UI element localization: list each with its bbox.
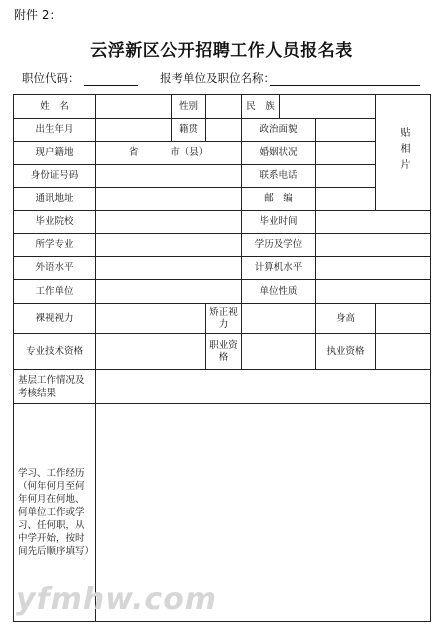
foreign-lang-field[interactable] <box>96 257 242 280</box>
phone-label: 联系电话 <box>242 165 316 188</box>
practice-qual-label: 执业资格 <box>316 334 376 370</box>
education-field[interactable] <box>316 234 431 257</box>
employer-label: 工作单位 <box>14 280 96 304</box>
grassroots-label: 基层工作情况及考核结果 <box>14 370 96 404</box>
school-field[interactable] <box>96 211 242 234</box>
birth-date-label: 出生年月 <box>14 119 96 142</box>
position-code-label: 职位代码： <box>22 71 80 85</box>
marital-status-field[interactable] <box>316 142 376 165</box>
prof-tech-field[interactable] <box>96 334 206 370</box>
employer-field[interactable] <box>96 280 242 304</box>
id-number-field[interactable] <box>96 165 242 188</box>
height-label: 身高 <box>316 304 376 334</box>
political-status-field[interactable] <box>316 119 376 142</box>
form-title: 云浮新区公开招聘工作人员报名表 <box>90 41 353 61</box>
registration-form-table <box>13 94 431 622</box>
major-field[interactable] <box>96 234 242 257</box>
postcode-field[interactable] <box>316 188 376 211</box>
unit-position-label: 报考单位及职位名称： <box>160 71 275 85</box>
household-field[interactable] <box>96 142 242 165</box>
postcode-label: 邮 编 <box>242 188 316 211</box>
province-label: 省 <box>128 147 139 158</box>
id-number-label: 身份证号码 <box>14 165 96 188</box>
native-place-field[interactable] <box>206 119 242 142</box>
major-label: 所学专业 <box>14 234 96 257</box>
corrected-vision-label: 矫正视力 <box>206 304 242 334</box>
grad-time-field[interactable] <box>316 211 431 234</box>
foreign-lang-label: 外语水平 <box>14 257 96 280</box>
marital-status-label: 婚姻状况 <box>242 142 316 165</box>
gender-field[interactable] <box>206 95 242 119</box>
prof-tech-label: 专业技术资格 <box>14 334 96 370</box>
computer-label: 计算机水平 <box>242 257 316 280</box>
name-label: 姓 名 <box>14 95 96 119</box>
birth-date-field[interactable] <box>96 119 172 142</box>
photo-label: 贴相片 <box>398 126 410 175</box>
attachment-label: 附件 2： <box>14 8 62 22</box>
ethnicity-field[interactable] <box>280 95 376 119</box>
grassroots-field[interactable] <box>96 370 431 404</box>
naked-vision-field[interactable] <box>96 304 206 334</box>
height-field[interactable] <box>376 304 431 334</box>
name-field[interactable] <box>96 95 172 119</box>
ethnicity-label: 民 族 <box>242 95 280 119</box>
political-status-label: 政治面貌 <box>242 119 316 142</box>
city-county-label: 市（县） <box>170 147 209 158</box>
unit-nature-label: 单位性质 <box>242 280 316 304</box>
computer-field[interactable] <box>316 257 431 280</box>
watermark-logo: yfmhw.com <box>16 582 218 617</box>
title-qual-field[interactable] <box>242 334 316 370</box>
education-label: 学历及学位 <box>242 234 316 257</box>
naked-vision-label: 裸视视力 <box>14 304 96 334</box>
unit-position-field[interactable] <box>270 85 420 86</box>
corrected-vision-field[interactable] <box>242 304 316 334</box>
school-label: 毕业院校 <box>14 211 96 234</box>
phone-field[interactable] <box>316 165 376 188</box>
practice-qual-field[interactable] <box>376 334 431 370</box>
title-qual-label: 职业资格 <box>206 334 242 370</box>
address-label: 通讯地址 <box>14 188 96 211</box>
native-place-label: 籍贯 <box>172 119 206 142</box>
grad-time-label: 毕业时间 <box>242 211 316 234</box>
address-field[interactable] <box>96 188 242 211</box>
gender-label: 性别 <box>172 95 206 119</box>
unit-nature-field[interactable] <box>316 280 431 304</box>
household-label: 现户籍地 <box>14 142 96 165</box>
position-code-field[interactable] <box>84 85 138 86</box>
resume-label: 学习、工作经历（何年何月至何年何月在何地、何单位工作或学习、任何职，从中学开始，按时间先后顺序填写） <box>14 404 96 622</box>
